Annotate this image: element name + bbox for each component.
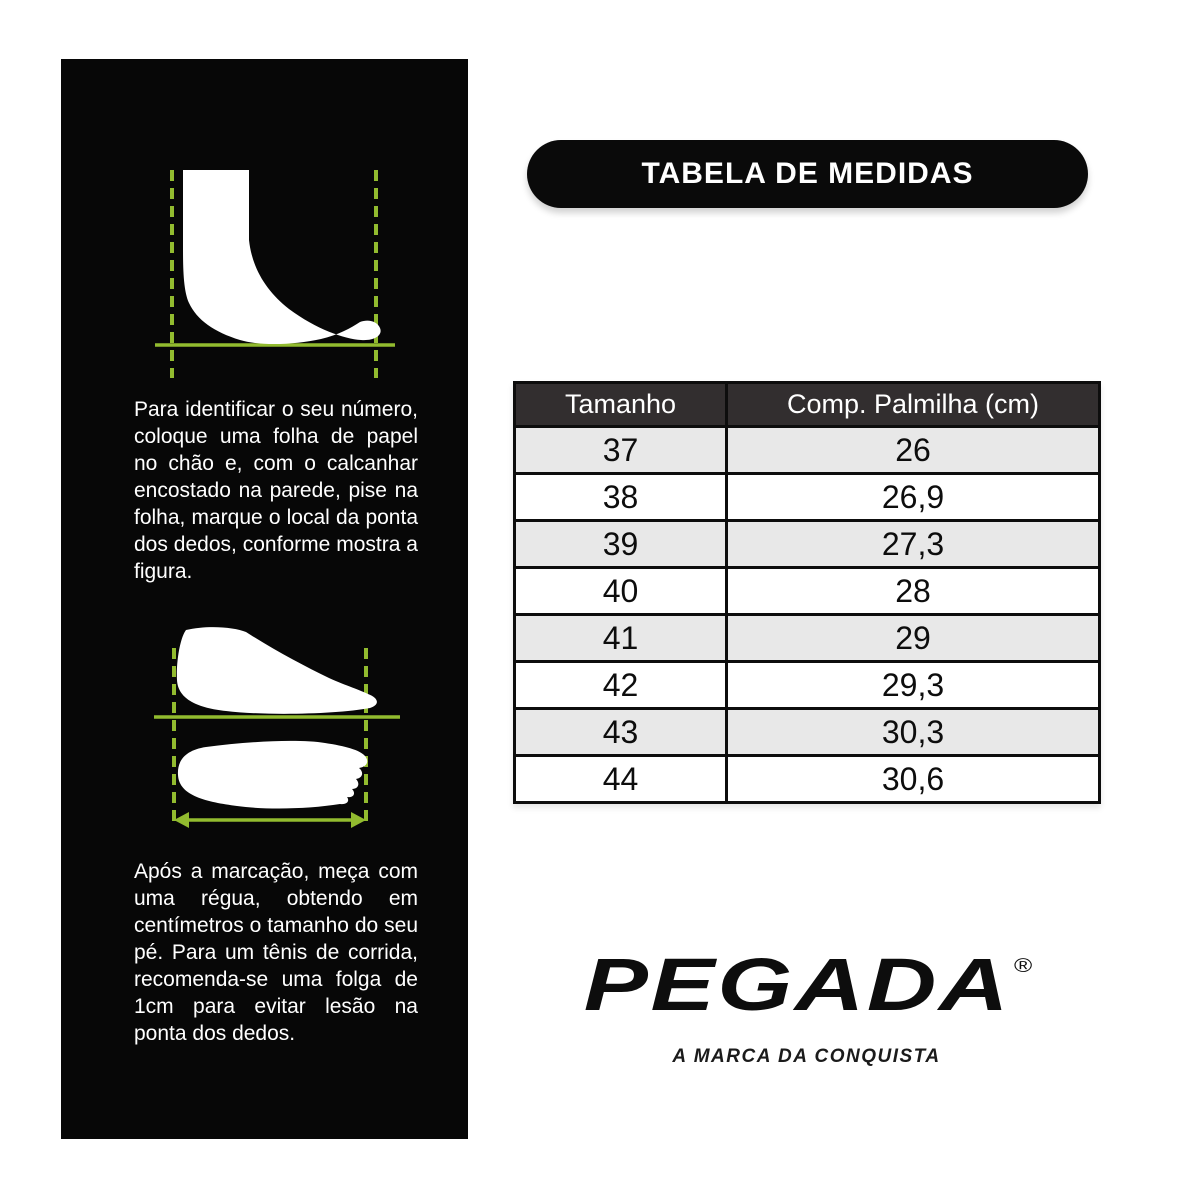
text-line: uma régua, obtendo em	[134, 887, 418, 910]
table-row	[515, 568, 1100, 615]
text-line: dos dedos, conforme mostra a	[134, 533, 418, 556]
table-row	[515, 427, 1100, 474]
table-cell: 30,6	[727, 756, 1100, 803]
text-line: 1cm para evitar lesão na	[134, 995, 418, 1018]
text-line: coloque uma folha de papel	[134, 425, 418, 448]
text-line: figura.	[134, 560, 193, 583]
text-line: ponta dos dedos.	[134, 1022, 296, 1045]
text-line: recomenda-se uma folga de	[134, 968, 418, 991]
foot-side-silhouette	[177, 627, 377, 714]
brand-name: PEGADA	[583, 943, 1011, 1026]
table-row	[515, 756, 1100, 803]
table-cell: 43	[515, 709, 727, 756]
size-chart-title-pill	[527, 140, 1088, 208]
table-cell: 26	[727, 427, 1100, 474]
text-line: encostado na parede, pise na	[134, 479, 418, 502]
table-cell: 26,9	[727, 474, 1100, 521]
table-cell: 42	[515, 662, 727, 709]
text-line: pé. Para um tênis de corrida,	[134, 941, 418, 964]
brand-tagline: A MARCA DA CONQUISTA	[672, 1046, 941, 1067]
table-row	[515, 709, 1100, 756]
text-line: centímetros o tamanho do seu	[134, 914, 418, 937]
table-cell: 29,3	[727, 662, 1100, 709]
foot-side-measurement-illustration	[152, 160, 397, 395]
brand-wordmark	[516, 943, 1097, 1042]
table-cell: 38	[515, 474, 727, 521]
size-chart-table	[513, 381, 1101, 804]
registered-trademark-icon: ®	[1013, 956, 1032, 977]
text-line: no chão e, com o calcanhar	[134, 452, 418, 475]
table-header-row	[515, 383, 1100, 427]
table-cell: 27,3	[727, 521, 1100, 568]
column-header-tamanho: Tamanho	[515, 383, 727, 427]
table-row	[515, 474, 1100, 521]
table-row	[515, 521, 1100, 568]
text-line: Após a marcação, meça com	[134, 860, 418, 883]
table-row	[515, 615, 1100, 662]
text-line: folha, marque o local da ponta	[134, 506, 418, 529]
foot-sole-silhouette	[178, 741, 367, 809]
table-cell: 41	[515, 615, 727, 662]
table-cell: 39	[515, 521, 727, 568]
column-header-palmilha: Comp. Palmilha (cm)	[727, 383, 1100, 427]
table-cell: 28	[727, 568, 1100, 615]
brand-logo	[583, 943, 1032, 1068]
table-cell: 29	[727, 615, 1100, 662]
instruction-paragraph-1	[134, 396, 418, 585]
table-cell: 30,3	[727, 709, 1100, 756]
instruction-paragraph-2	[134, 858, 418, 1047]
table-cell: 37	[515, 427, 727, 474]
length-arrow	[174, 812, 366, 828]
foot-side-silhouette	[183, 170, 381, 344]
instructions-panel	[61, 59, 468, 1139]
size-chart-title: TABELA DE MEDIDAS	[641, 157, 974, 190]
table-cell: 44	[515, 756, 727, 803]
table-cell: 40	[515, 568, 727, 615]
text-line: Para identificar o seu número,	[134, 398, 418, 421]
table-row	[515, 662, 1100, 709]
foot-length-measurement-illustration	[152, 620, 402, 830]
